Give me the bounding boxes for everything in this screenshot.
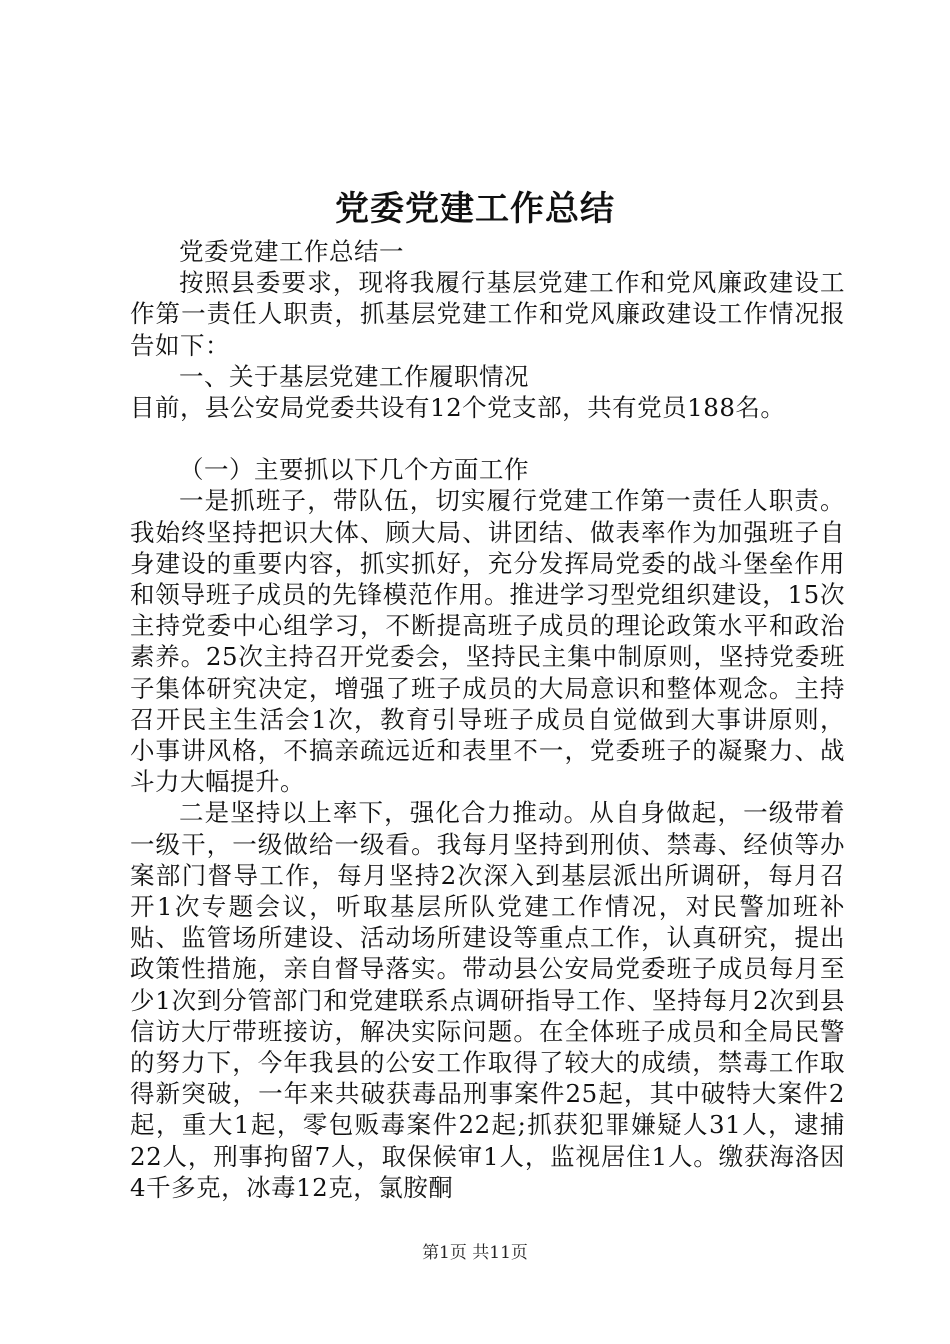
body-paragraph-1: 一是抓班子，带队伍，切实履行党建工作第一责任人职责。我始终坚持把识大体、顾大局、讲团结、做表率作为加强班子自身建设的重要内容，抓实抓好，充分发挥局党委的战斗堡垒作用和领导班子成员的先锋模范作用。推进学习型党组织建设，15次主持党委中心组学习，不断提高班子成员的理论政策水平和政治素养。25次主持召开党委会，坚持民主集中制原则，坚持党委班子集体研究决定，增强了班子成员的大局意识和整体观念。主持召开民主生活会1次，教育引导班子成员自觉做到大事讲原则，小事讲风格，不搞亲疏远近和表里不一，党委班子的凝聚力、战斗力大幅提升。 <box>130 486 845 797</box>
summary-paragraph: 目前，县公安局党委共设有12个党支部，共有党员188名。 <box>130 393 786 423</box>
document-body <box>130 236 845 1203</box>
intro-paragraph: 按照县委要求，现将我履行基层党建工作和党风廉政建设工作第一责任人职责，抓基层党建工作和党风廉政建设工作情况报告如下： <box>130 268 845 360</box>
document-title: 党委党建工作总结 <box>335 189 615 229</box>
paragraph-gap <box>130 423 845 454</box>
section-heading: 党委党建工作总结一 <box>179 237 404 266</box>
subsection-heading-2: （一）主要抓以下几个方面工作 <box>179 455 529 485</box>
body-paragraph-2: 二是坚持以上率下，强化合力推动。从自身做起，一级带着一级干，一级做给一级看。我每月坚持到刑侦、禁毒、经侦等办案部门督导工作，每月坚持2次深入到基层派出所调研，每月召开1次专题会议，听取基层所队党建工作情况，对民警加班补贴、监管场所建设、活动场所建设等重点工作，认真研究，提出政策性措施，亲自督导落实。带动县公安局党委班子成员每月至少1次到分管部门和党建联系点调研指导工作、坚持每月2次到县信访大厅带班接访，解决实际问题。在全体班子成员和全局民警的努力下，今年我县的公安工作取得了较大的成绩，禁毒工作取得新突破，一年来共破获毒品刑事案件25起，其中破特大案件2起，重大1起，零包贩毒案件22起;抓获犯罪嫌疑人31人，逮捕22人，刑事拘留7人，取保候审1人，监视居住1人。缴获海洛因4千多克，冰毒12克，氯胺酮 <box>130 798 845 1202</box>
subsection-heading: 一、关于基层党建工作履职情况 <box>179 361 529 391</box>
page-footer: 第1页 共11页 <box>422 1243 528 1263</box>
